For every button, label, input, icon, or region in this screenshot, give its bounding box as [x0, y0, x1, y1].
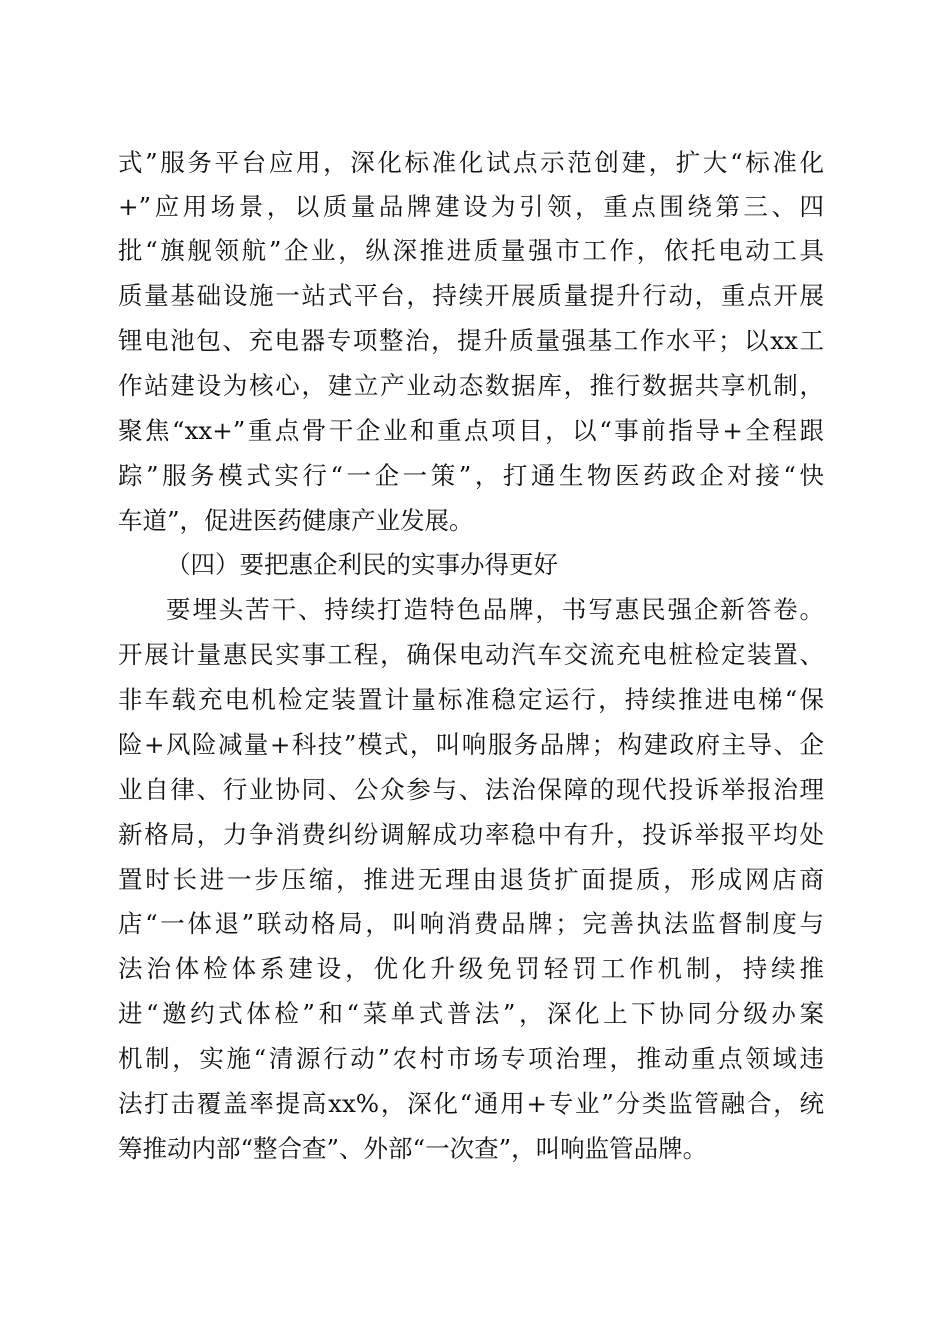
paragraph-1-line-4: 质量基础设施一站式平台，持续开展质量提升行动，重点开展 [118, 281, 824, 310]
paragraph-1-line-7: 聚焦“xx+”重点骨干企业和重点项目，以“事前指导+全程跟 [118, 416, 824, 445]
paragraph-1-line-2: +”应用场景，以质量品牌建设为引领，重点围绕第三、四 [118, 192, 824, 221]
paragraph-2-line-11: 机制，实施“清源行动”农村市场专项治理，推动重点领域违 [118, 1044, 824, 1073]
paragraph-2-line-13: 筹推动内部“整合查”、外部“一次查”，叫响监管品牌。 [118, 1134, 708, 1163]
paragraph-2-line-12: 法打击覆盖率提高xx%，深化“通用+专业”分类监管融合，统 [118, 1089, 824, 1118]
paragraph-2-line-8: 店“一体退”联动格局，叫响消费品牌；完善执法监督制度与 [118, 909, 824, 938]
paragraph-2-line-4: 险+风险减量+科技”模式，叫响服务品牌；构建政府主导、企 [118, 730, 824, 759]
paragraph-2-line-2: 开展计量惠民实事工程，确保电动汽车交流充电桩检定装置、 [118, 640, 824, 669]
paragraph-2-line-5: 业自律、行业协同、公众参与、法治保障的现代投诉举报治理 [118, 775, 824, 804]
paragraph-1-line-8: 踪”服务模式实行“一企一策”，打通生物医药政企对接“快 [118, 461, 824, 490]
paragraph-2-line-7: 置时长进一步压缩，推进无理由退货扩面提质，形成网店商 [118, 865, 824, 894]
paragraph-1-line-5: 锂电池包、充电器专项整治，提升质量强基工作水平；以xx工 [118, 326, 824, 355]
paragraph-1-line-9: 车道”，促进医药健康产业发展。 [118, 506, 474, 535]
paragraph-1-line-6: 作站建设为核心，建立产业动态数据库，推行数据共享机制， [118, 371, 824, 400]
paragraph-2-line-6: 新格局，力争消费纠纷调解成功率稳中有升，投诉举报平均处 [118, 820, 824, 849]
paragraph-2-line-3: 非车载充电机检定装置计量标准稳定运行，持续推进电梯“保 [118, 685, 824, 714]
paragraph-2-line-10: 进“邀约式体检”和“菜单式普法”，深化上下协同分级办案 [118, 999, 824, 1028]
section-heading: （四）要把惠企利民的实事办得更好 [166, 550, 558, 579]
paragraph-2-line-9: 法治体检体系建设，优化升级免罚轻罚工作机制，持续推 [118, 954, 824, 983]
paragraph-1-line-3: 批“旗舰领航”企业，纵深推进质量强市工作，依托电动工具 [118, 236, 824, 265]
paragraph-2-line-1: 要埋头苦干、持续打造特色品牌，书写惠民强企新答卷。 [166, 595, 824, 624]
paragraph-1-line-1: 式”服务平台应用，深化标准化试点示范创建，扩大“标准化 [118, 148, 824, 177]
